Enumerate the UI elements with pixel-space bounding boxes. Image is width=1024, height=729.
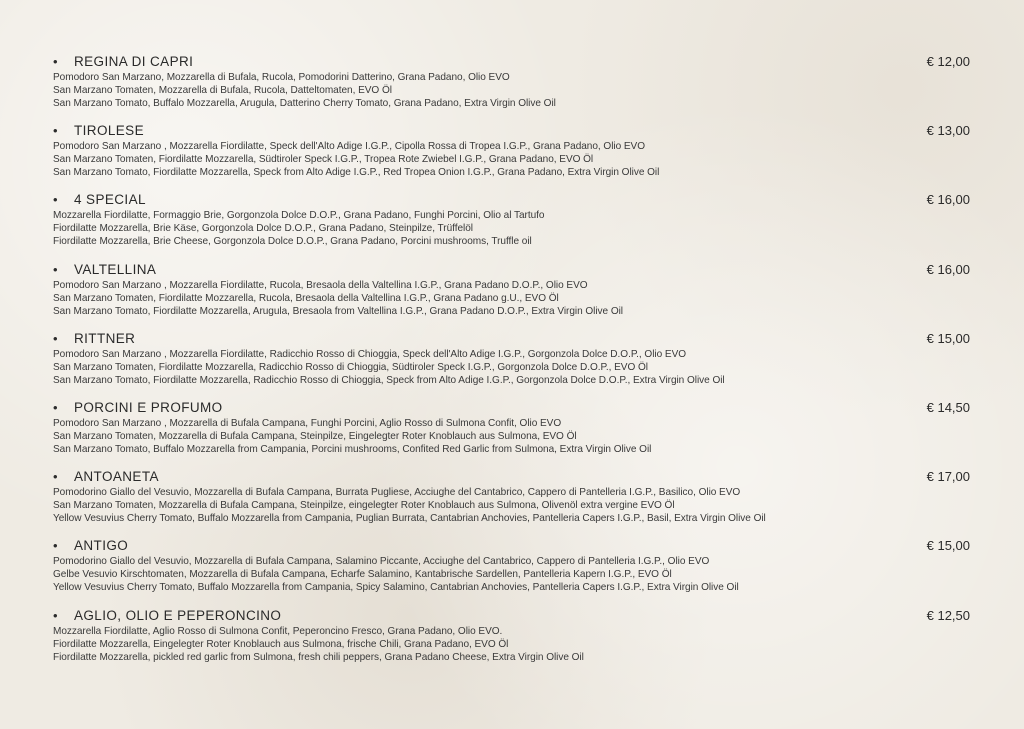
bullet: •: [53, 261, 58, 277]
ingredients-german: San Marzano Tomaten, Mozzarella di Bufala, Rucola, Datteltomaten, EVO Öl: [53, 85, 392, 96]
bullet: •: [53, 399, 58, 415]
bullet: •: [53, 330, 58, 346]
bullet: •: [53, 538, 58, 554]
menu-item-tirolese: [53, 122, 973, 191]
menu-item-rittner: [53, 330, 973, 399]
ingredients-german: San Marzano Tomaten, Fiordilatte Mozzarella, Radicchio Rosso di Chioggia, Südtiroler Speck I.G.P., Gorgonzola Dolce D.O.P., EVO Öl: [53, 361, 648, 373]
ingredients-italian: Pomodorino Giallo del Vesuvio, Mozzarella di Bufala Campana, Burrata Pugliese, Acciughe del Cantabrico, Cappero di Pantelleria I.G.P., Basilico, Olio EVO: [53, 487, 741, 499]
menu-item-name: REGINA DI CAPRI: [74, 54, 194, 69]
bullet: •: [53, 607, 58, 623]
menu-item-price: € 12,00: [926, 54, 970, 69]
menu-item-header: [53, 330, 973, 348]
pizza-menu: [53, 53, 973, 676]
ingredients-italian: Pomodoro San Marzano , Mozzarella Fiordilatte, Speck dell'Alto Adige I.G.P., Cipolla Rossa di Tropea I.G.P., Grana Padano, Olio EVO: [53, 141, 646, 153]
ingredients-english: San Marzano Tomato, Buffalo Mozzarella, Arugula, Datterino Cherry Tomato, Grana Padano, Extra Virgin Olive Oil: [53, 98, 556, 109]
menu-item-header: [53, 607, 973, 625]
menu-item-header: [53, 191, 973, 209]
ingredients-english: San Marzano Tomato, Buffalo Mozzarella from Campania, Porcini mushrooms, Confited Red Garlic from Sulmona, Extra Virgin Olive Oil: [53, 443, 652, 455]
bullet: •: [53, 54, 58, 69]
menu-item-name: TIROLESE: [74, 123, 144, 139]
menu-item-name: RITTNER: [74, 330, 136, 346]
ingredients-german: San Marzano Tomaten, Mozzarella di Bufala Campana, Steinpilze, eingelegter Roter Knoblauch aus Sulmona, Olivenöl extra vergine EVO Öl: [53, 500, 675, 512]
ingredients-english: San Marzano Tomato, Fiordilatte Mozzarella, Speck from Alto Adige I.G.P., Red Tropea Onion I.G.P., Grana Padano, Extra Virgin Olive Oil: [53, 167, 660, 179]
menu-item-porcini-e-profumo: [53, 399, 973, 468]
ingredients-italian: Mozzarella Fiordilatte, Aglio Rosso di Sulmona Confit, Peperoncino Fresco, Grana Padano, Olio EVO.: [53, 625, 503, 637]
ingredients-italian: Pomodoro San Marzano, Mozzarella di Bufala, Rucola, Pomodorini Datterino, Grana Padano, Olio EVO: [53, 72, 510, 83]
menu-item-name: ANTIGO: [74, 538, 129, 554]
ingredients-english: Fiordilatte Mozzarella, Brie Cheese, Gorgonzola Dolce D.O.P., Grana Padano, Porcini mushrooms, Truffle oil: [53, 236, 532, 248]
bullet: •: [53, 123, 58, 139]
ingredients-german: San Marzano Tomaten, Fiordilatte Mozzarella, Rucola, Bresaola della Valtellina I.G.P., Grana Padano g.U., EVO Öl: [53, 292, 559, 304]
menu-item-aglio-olio-e-peperoncino: [53, 607, 973, 676]
ingredients-italian: Pomodoro San Marzano , Mozzarella Fiordilatte, Radicchio Rosso di Chioggia, Speck dell'Alto Adige I.G.P., Gorgonzola Dolce D.O.P., Olio EVO: [53, 348, 687, 360]
menu-item-price: € 15,00: [926, 538, 970, 554]
bullet: •: [53, 192, 58, 208]
menu-item-price: € 16,00: [926, 192, 970, 208]
ingredients-german: Fiordilatte Mozzarella, Eingelegter Roter Knoblauch aus Sulmona, frische Chili, Grana Padano, EVO Öl: [53, 638, 509, 650]
menu-item-price: € 14,50: [926, 399, 970, 415]
ingredients-english: Fiordilatte Mozzarella, pickled red garlic from Sulmona, fresh chili peppers, Grana Padano Cheese, Extra Virgin Olive Oil: [53, 651, 584, 663]
ingredients-italian: Pomodoro San Marzano , Mozzarella di Bufala Campana, Funghi Porcini, Aglio Rosso di Sulmona Confit, Olio EVO: [53, 417, 562, 429]
menu-item-header: [53, 468, 973, 486]
ingredients-german: San Marzano Tomaten, Mozzarella di Bufala Campana, Steinpilze, Eingelegter Roter Knoblauch aus Sulmona, EVO Öl: [53, 430, 577, 442]
ingredients-english: San Marzano Tomato, Fiordilatte Mozzarella, Radicchio Rosso di Chioggia, Speck from Alto Adige I.G.P., Gorgonzola Dolce D.O.P., Extra Virgin Olive Oil: [53, 374, 725, 386]
ingredients-german: San Marzano Tomaten, Fiordilatte Mozzarella, Südtiroler Speck I.G.P., Tropea Rote Zwiebel I.G.P., Grana Padano, EVO Öl: [53, 154, 594, 166]
ingredients-german: Gelbe Vesuvio Kirschtomaten, Mozzarella di Bufala Campana, Echarfe Salamino, Kantabrische Sardellen, Pantelleria Kapern I.G.P., EVO Öl: [53, 569, 672, 581]
menu-item-name: VALTELLINA: [74, 261, 157, 277]
menu-item-price: € 15,00: [926, 330, 970, 346]
menu-item-price: € 16,00: [926, 261, 970, 277]
ingredients-italian: Pomodorino Giallo del Vesuvio, Mozzarella di Bufala Campana, Salamino Piccante, Acciughe del Cantabrico, Cappero di Pantelleria I.G.P., Olio EVO: [53, 556, 710, 568]
menu-item-name: ANTOANETA: [74, 469, 159, 485]
ingredients-english: San Marzano Tomato, Fiordilatte Mozzarella, Arugula, Bresaola from Valtellina I.G.P., Grana Padano D.O.P., Extra Virgin Olive Oil: [53, 305, 624, 317]
menu-item-price: € 13,00: [926, 123, 970, 139]
menu-item-price: € 12,50: [926, 607, 970, 623]
menu-item-name: AGLIO, OLIO E PEPERONCINO: [74, 607, 282, 623]
ingredients-english: Yellow Vesuvius Cherry Tomato, Buffalo Mozzarella from Campania, Spicy Salamino, Cantabrian Anchovies, Pantelleria Capers I.G.P., Extra Virgin Olive Oil: [53, 582, 739, 594]
menu-item-name: PORCINI E PROFUMO: [74, 399, 223, 415]
bullet: •: [53, 469, 58, 485]
menu-item-4-special: [53, 191, 973, 260]
menu-item-header: [53, 53, 973, 71]
menu-item-valtellina: [53, 261, 973, 330]
menu-item-header: [53, 261, 973, 279]
menu-item-header: [53, 537, 973, 555]
menu-item-antoaneta: [53, 468, 973, 537]
menu-item-name: 4 SPECIAL: [74, 192, 146, 208]
menu-item-header: [53, 122, 973, 140]
ingredients-german: Fiordilatte Mozzarella, Brie Käse, Gorgonzola Dolce D.O.P., Grana Padano, Steinpilze, Trüffelöl: [53, 223, 473, 235]
ingredients-italian: Pomodoro San Marzano , Mozzarella Fiordilatte, Rucola, Bresaola della Valtellina I.G.P., Grana Padano D.O.P., Olio EVO: [53, 279, 588, 291]
ingredients-italian: Mozzarella Fiordilatte, Formaggio Brie, Gorgonzola Dolce D.O.P., Grana Padano, Funghi Porcini, Olio al Tartufo: [53, 210, 545, 222]
menu-item-regina-di-capri: [53, 53, 973, 122]
ingredients-english: Yellow Vesuvius Cherry Tomato, Buffalo Mozzarella from Campania, Puglian Burrata, Cantabrian Anchovies, Pantelleria Capers I.G.P., Basil, Extra Virgin Olive Oil: [53, 513, 766, 525]
menu-item-header: [53, 399, 973, 417]
menu-item-antigo: [53, 537, 973, 606]
menu-item-price: € 17,00: [926, 469, 970, 485]
